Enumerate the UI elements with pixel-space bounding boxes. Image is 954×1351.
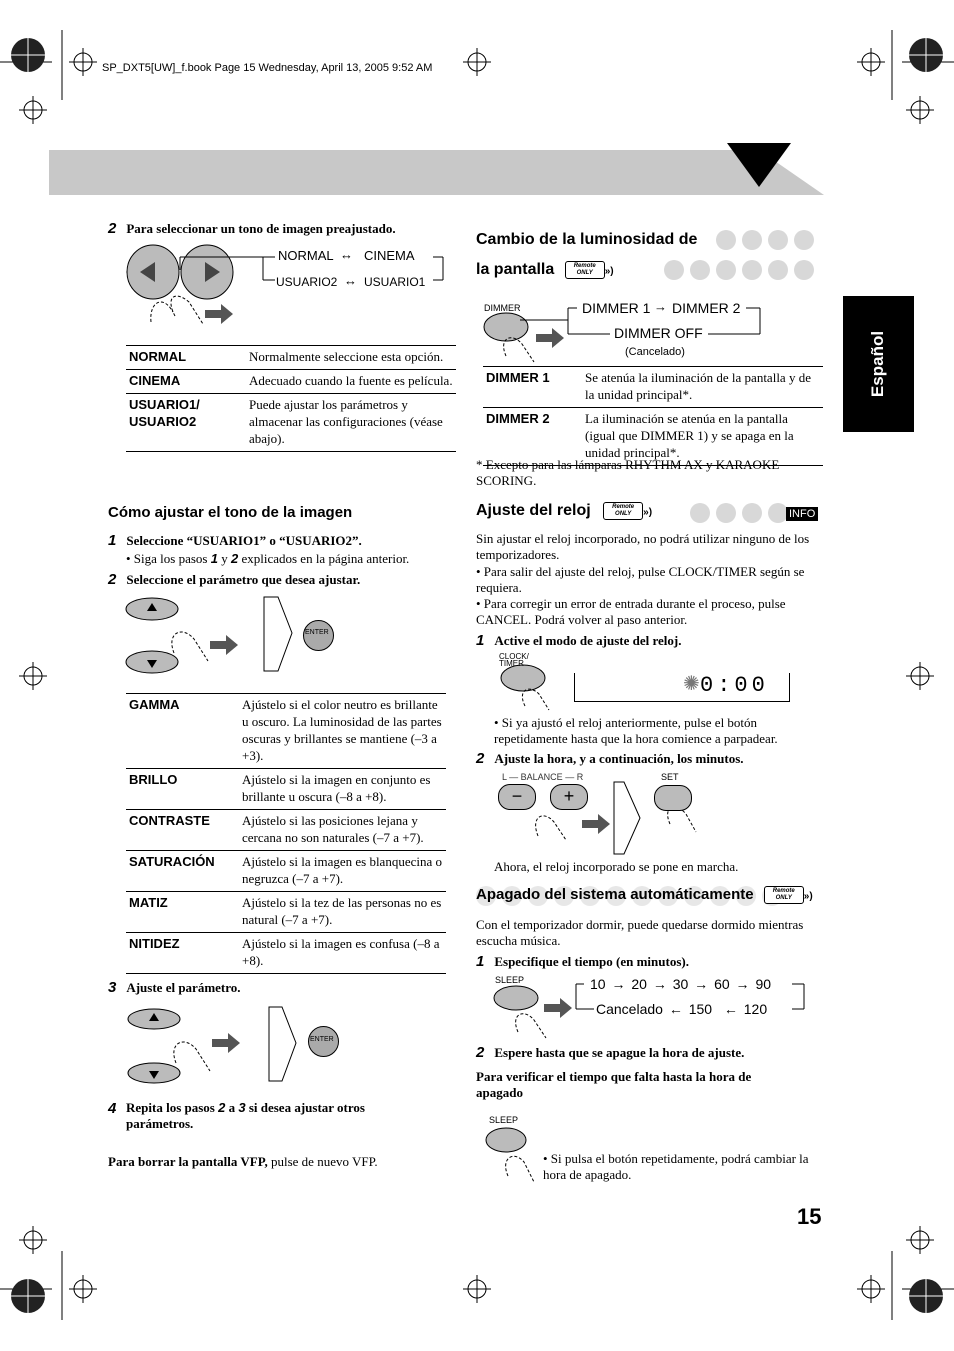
blink-icon: ✺ bbox=[683, 673, 700, 695]
table-row: CINEMA Adecuado cuando la fuente es película. bbox=[126, 370, 456, 394]
sleep-button-label-2: SLEEP bbox=[489, 1115, 519, 1125]
clock-intro: Sin ajustar el reloj incorporado, no podrá utilizar ninguno de los temporizadores. bbox=[476, 531, 810, 562]
cycle-usuario1: USUARIO1 bbox=[364, 275, 426, 289]
language-tab-label: Español bbox=[868, 330, 887, 398]
clock-started-note: Ahora, el reloj incorporado se pone en marcha. bbox=[494, 859, 739, 874]
cycle-arrow-2: ↔ bbox=[344, 273, 357, 288]
dimmer-heading: Cambio de la luminosidad de la pantalla Remote ONLY ») bbox=[476, 230, 701, 282]
sleep-step1: 1 Especifique el tiempo (en minutos). bbox=[476, 953, 689, 970]
heading-dots bbox=[690, 503, 794, 523]
clock-step1: 1 Active el modo de ajuste del reloj. bbox=[476, 632, 682, 649]
adjust-step1: 1 Seleccione “USUARIO1” o “USUARIO2”. bbox=[108, 532, 362, 549]
heading-dots bbox=[716, 230, 820, 250]
sleep-bullet: • Si pulsa el botón repetidamente, podrá cambiar la hora de apagado. bbox=[543, 1151, 809, 1182]
dimmer-seq-arrow: → bbox=[654, 299, 667, 314]
sleep-heading: Apagado del sistema automáticamente Remote ONLY ») bbox=[476, 886, 813, 903]
signal-icon: ») bbox=[643, 507, 653, 518]
clock-timer-button-label: CLOCK/ TIMER bbox=[499, 652, 529, 668]
clock-step2: 2 Ajuste la hora, y a continuación, los minutos. bbox=[476, 750, 744, 767]
header-banner bbox=[49, 143, 824, 198]
enter-button-label: ENTER bbox=[305, 629, 329, 636]
balance-label: L — BALANCE — R bbox=[502, 772, 584, 782]
set-label: SET bbox=[661, 772, 679, 782]
table-row: DIMMER 1 Se atenúa la iluminación de la pantalla y de la unidad principal*. bbox=[483, 367, 823, 408]
enter-button-2-label: ENTER bbox=[310, 1036, 334, 1043]
cycle-arrow: ↔ bbox=[340, 247, 353, 262]
cycle-cinema: CINEMA bbox=[364, 248, 415, 263]
adjust-step2: 2 Seleccione el parámetro que desea ajustar. bbox=[108, 571, 361, 588]
table-row: USUARIO1/ USUARIO2 Puede ajustar los parámetros y almacenar las configuraciones (véase abajo). bbox=[126, 394, 456, 452]
sleep-step2: 2 Espere hasta que se apague la hora de ajuste. bbox=[476, 1044, 745, 1061]
adjust-step3: 3 Ajuste el parámetro. bbox=[108, 979, 241, 996]
clock-step1-bullet: • Si ya ajustó el reloj anteriormente, pulse el botón repetidamente hasta que la hora comience a parpadear. bbox=[494, 715, 778, 746]
file-info: SP_DXT5[UW]_f.book Page 15 Wednesday, April 13, 2005 9:52 AM bbox=[102, 62, 433, 74]
table-row: DIMMER 2 La iluminación se atenúa en la pantalla (igual que DIMMER 1) y se apaga en la unidad principal*. bbox=[483, 408, 823, 466]
table-row: NORMAL Normalmente seleccione esta opción. bbox=[126, 346, 456, 370]
table-row: CONTRASTE Ajústelo si las posiciones lejana y cercana no son naturales (–7 a +7). bbox=[126, 810, 446, 851]
table-row: MATIZ Ajústelo si la tez de las personas no es natural (–7 a +7). bbox=[126, 892, 446, 933]
dimmer-table bbox=[483, 366, 823, 466]
dimmer-seq-2: DIMMER 2 bbox=[672, 300, 741, 316]
page-number: 15 bbox=[797, 1204, 822, 1229]
vfp-note: Para borrar la pantalla VFP, pulse de nuevo VFP. bbox=[108, 1154, 378, 1169]
remote-only-icon: Remote ONLY bbox=[603, 502, 643, 520]
dimmer-seq-off: DIMMER OFF bbox=[614, 325, 703, 341]
cycle-normal: NORMAL bbox=[278, 248, 334, 263]
sleep-button-label: SLEEP bbox=[495, 975, 525, 985]
language-tab bbox=[843, 296, 914, 432]
signal-icon: ») bbox=[604, 266, 614, 277]
clock-bullet-1: • Para salir del ajuste del reloj, pulse CLOCK/TIMER según se requiera. bbox=[476, 564, 805, 595]
adjust-step1-bullet: • Siga los pasos 1 y 2 explicados en la página anterior. bbox=[126, 551, 410, 566]
left-step2: 2 Para seleccionar un tono de imagen preajustado. bbox=[108, 220, 396, 237]
dimmer-footnote: * Excepto para las lámparas RHYTHM AX y KARAOKE SCORING. bbox=[476, 457, 780, 488]
dimmer-cancelado: (Cancelado) bbox=[625, 346, 685, 358]
cycle-usuario2: USUARIO2 bbox=[276, 275, 338, 289]
table-row: SATURACIÓN Ajústelo si la imagen es blanquecina o negruzca (–7 a +7). bbox=[126, 851, 446, 892]
plus-button[interactable]: + bbox=[550, 784, 588, 810]
parameter-table bbox=[126, 693, 446, 974]
table-row: NITIDEZ Ajústelo si la imagen es confusa (–8 a +8). bbox=[126, 933, 446, 974]
lcd-display bbox=[574, 673, 790, 702]
table-row: GAMMA Ajústelo si el color neutro es brillante u oscuro. La luminosidad de las partes oscuras y brillantes se mantiene (–3 a +3). bbox=[126, 694, 446, 769]
sleep-sequence-bottom: Cancelado ← 150 ← 120 bbox=[596, 1001, 768, 1017]
clock-heading: Ajuste del reloj Remote ONLY ») bbox=[476, 502, 653, 519]
table-row: BRILLO Ajústelo si la imagen en conjunto es brillante u oscura (–8 a +8). bbox=[126, 769, 446, 810]
signal-icon: ») bbox=[803, 891, 813, 902]
info-badge: INFO bbox=[786, 507, 818, 521]
preset-table bbox=[126, 345, 456, 452]
clock-bullet-2: • Para corregir un error de entrada durante el proceso, pulse CANCEL. Podrá volver al paso anterior. bbox=[476, 596, 786, 627]
adjust-step4: 4 Repita los pasos 2 a 3 si desea ajustar otros parámetros. bbox=[108, 1100, 365, 1131]
sleep-sequence: 10 → 20 → 30 → 60 → 90 bbox=[590, 976, 772, 992]
minus-button[interactable]: − bbox=[498, 784, 536, 810]
sleep-intro: Con el temporizador dormir, puede quedarse dormido mientras escucha música. bbox=[476, 917, 804, 948]
remote-only-icon: Remote ONLY bbox=[764, 886, 804, 904]
dimmer-seq-1: DIMMER 1 bbox=[582, 300, 651, 316]
adjust-heading: Cómo ajustar el tono de la imagen bbox=[108, 504, 353, 521]
dimmer-button-label: DIMMER bbox=[484, 303, 521, 313]
set-button[interactable] bbox=[654, 785, 692, 811]
remote-only-icon: Remote ONLY bbox=[565, 261, 605, 279]
verify-heading: Para verificar el tiempo que falta hasta la hora de apagado bbox=[476, 1069, 752, 1100]
lcd-time: 0:00 bbox=[700, 673, 769, 698]
